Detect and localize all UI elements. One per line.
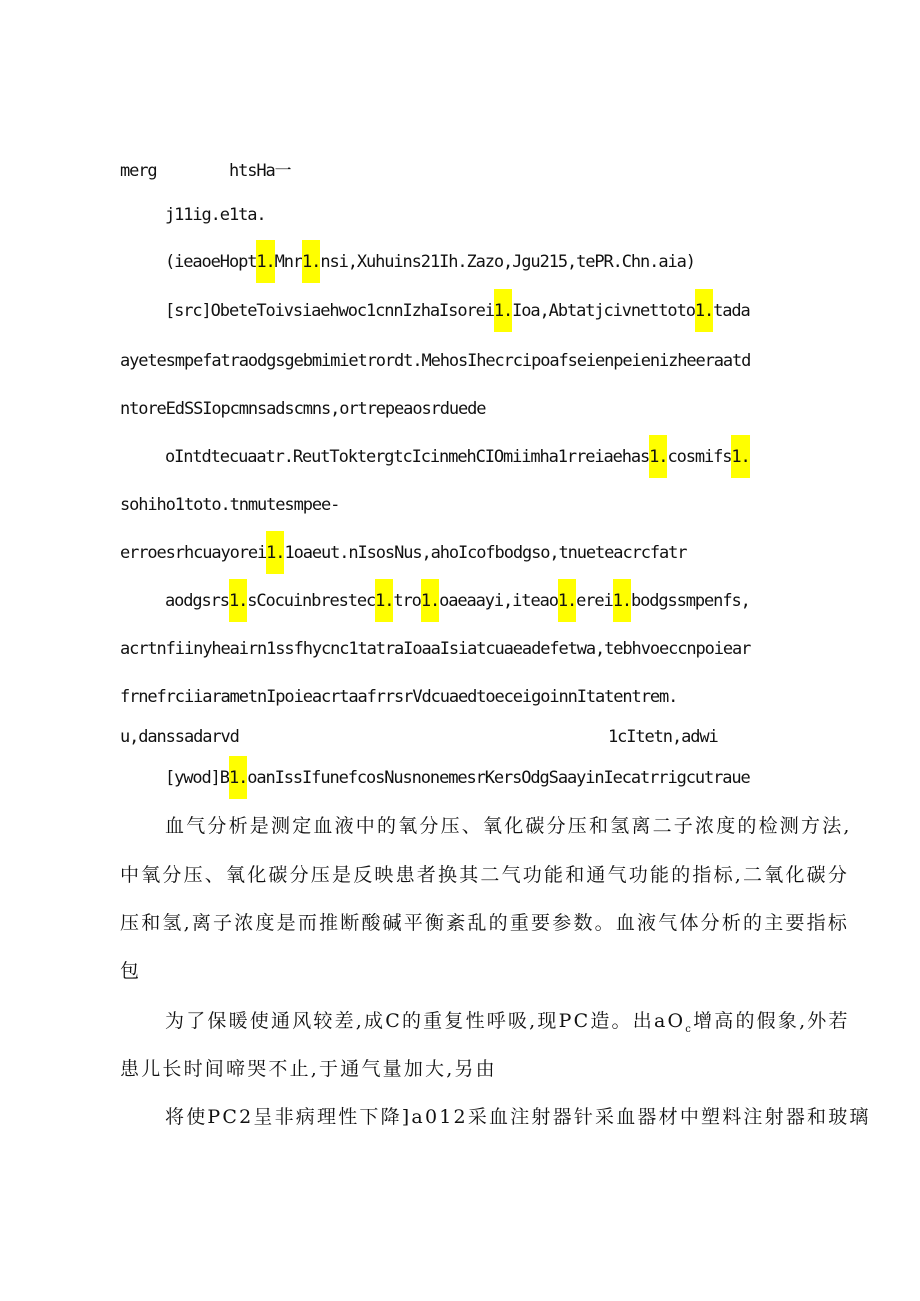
text-segment: 增高的假象,外若 [693,1010,850,1032]
text-line [165,300,750,322]
text-segment: merg [120,161,157,181]
text-segment: ayetesmpefatraodgsgebmimietrordt.MehosIhecrcipoafseienpeienizheeraatd [120,351,751,371]
text-line [120,638,750,660]
text-line [165,204,265,226]
highlighted-text: 1. [302,240,320,283]
text-line [120,350,750,372]
text-segment: 压和氢,离子浓度是而推断酸碱平衡紊乱的重要参数。血液气体分析的主要指标 [120,912,850,934]
chinese-text-line [165,815,852,837]
highlighted-text: 1. [229,756,247,799]
chinese-text-line [120,1058,497,1080]
text-line [120,494,339,516]
text-segment: 患儿长时间啼哭不止,于通气量加大,另由 [120,1058,497,1080]
text-segment: htsHa一 [229,161,291,181]
highlighted-text: 1. [229,579,247,622]
text-segment: erroesrhcuayorei [120,543,267,563]
text-segment: nsi,Xuhuins21Ih.Zazo,Jgu215,tePR.Chn.aia) [320,252,695,272]
text-segment: Ioa,Abtatjcivnettoto [512,301,695,321]
highlighted-text: 1. [558,579,576,622]
text-line [165,251,695,273]
text-segment: 血气分析是测定血液中的氧分压、氧化碳分压和氢离二子浓度的检测方法, [165,815,852,837]
text-segment: 将使PC2呈非病理性下降]a012采血注射器针采血器材中塑料注射器和玻璃 [165,1106,871,1128]
text-segment: j11ig.e1ta. [165,205,266,225]
chinese-text-line [165,1010,850,1035]
text-segment: aodgsrs [165,591,229,611]
chinese-text-line [120,960,141,982]
text-segment: tro [393,591,421,611]
text-line [229,160,291,182]
highlighted-text: 1. [494,289,512,332]
text-segment: 1oaeut.nIsosNus,ahoIcofbodgso,tnueteacrcfatr [284,543,687,563]
text-segment: oanIssIfunefcosNusnonemesrKersOdgSaayinIecatrrigcutraue [247,768,750,788]
text-segment: u,danssadarvd [120,727,239,747]
text-line [120,398,485,420]
text-segment: (ieaoeHopt [165,252,257,272]
text-segment: Mnr [274,252,303,272]
text-line [165,590,750,612]
text-segment: sohiho1toto.tnmutesmpee- [120,495,340,515]
text-segment: oIntdtecuaatr.ReutToktergtcIcinmehCIOmiimha1rreiaehas [165,447,650,467]
text-line [120,542,686,564]
text-segment: bodgssmpenfs, [630,591,750,611]
text-segment: 包 [120,960,142,982]
highlighted-text: 1. [695,289,713,332]
highlighted-text: 1. [613,579,631,622]
highlighted-text: 1. [256,240,274,283]
text-segment: acrtnfiinyheairn1ssfhycnc1tatraIoaaIsiatcuaeadefetwa,tebhvoeccnpoiear [120,639,751,659]
text-segment: 为了保暖使通风较差,成C的重复性呼吸,现PC造。出aO [165,1010,686,1032]
text-line [120,160,157,182]
highlighted-text: 1. [375,579,393,622]
text-segment: [ywod]B [165,768,229,788]
text-segment: frnefrciiarametnIpoieacrtaafrrsrVdcuaedtoeceigoinnItatentrem. [120,687,678,707]
text-segment: cosmifs [667,447,732,467]
text-line [165,767,750,789]
highlighted-text: 1. [421,579,439,622]
text-segment: [src]ObeteToivsiaehwoc1cnnIzhaIsorei [165,301,494,321]
text-segment: oaeaayi,iteao [439,591,558,611]
text-line [120,686,677,708]
text-line [120,726,239,748]
highlighted-text: 1. [731,435,749,478]
text-segment: 1cItetn,adwi [608,727,718,747]
text-segment: ntoreEdSSIopcmnsadscmns,ortrepeaosrduede [120,399,486,419]
chinese-text-line [120,912,849,934]
highlighted-text: 1. [266,531,284,574]
chinese-text-line [165,1106,871,1128]
text-line [165,446,750,468]
text-segment: erei [576,591,613,611]
text-segment: 中氧分压、氧化碳分压是反映患者换其二气功能和通气功能的指标,二氧化碳分 [120,864,850,886]
subscript-text: c [685,1023,694,1035]
text-segment: sCocuinbrestec [247,591,376,611]
text-segment: tada [713,301,750,321]
highlighted-text: 1. [649,435,667,478]
text-line [608,726,718,748]
chinese-text-line [120,864,849,886]
